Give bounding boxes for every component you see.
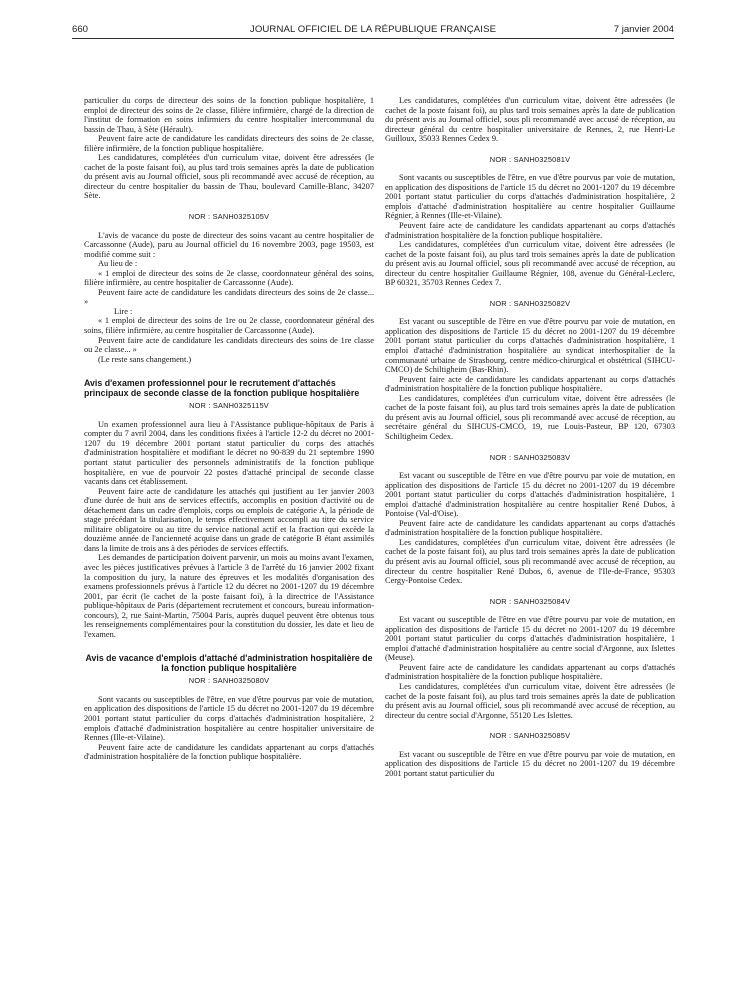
- paragraph: Les candidatures, complétées d'un curriculum vitae, doivent être adressées (le cachet de la poste faisant foi), au plus tard trois semaines après la date de publication du présent avis au Journal officiel, sous pli recommandé avec accusé de réception, au directeur général du centre hospitalier universitaire de Rennes, 2, rue Henri-Le Guilloux, 35033 Rennes Cedex 9.: [385, 96, 675, 144]
- paragraph: Peuvent faire acte de candidature les attachés qui justifient au 1er janvier 2003 d'une durée de huit ans de services effectifs, accomplis en position d'activité ou de détachement dans un cadre d'emplois, corps ou emplois de catégorie A, la période de stage précédant la titularisation, le temps effectivement accompli au titre du service militaire obligatoire ou au titre du service national actif et la fraction qui excède la douzième année de l'ancienneté acquise dans un grade de catégorie B étant assimilés dans la limite de trois ans à des périodes de services effectifs.: [84, 486, 374, 553]
- paragraph: Peuvent faire acte de candidature les candidats directeurs des soins de 1re classe ou 2e classe... »: [84, 335, 374, 355]
- issue-date: 7 janvier 2004: [613, 24, 674, 35]
- nor-reference: NOR : SANH0325081V: [489, 154, 571, 164]
- paragraph: Sont vacants ou susceptibles de l'être, en vue d'être pourvus par voie de mutation, en application des dispositions de l'article 15 du décret no 2001-1207 du 19 décembre 2001 portant statut particulier du corps d'attachés d'administration hospitalière, 2 emplois d'attaché d'administration hospitalière au centre hospitalier Guillaume Régnier, à Rennes (Ille-et-Vilaine).: [385, 173, 675, 221]
- nor-reference: NOR : SANH0325105V: [188, 212, 270, 222]
- nor-reference: NOR : SANH0325084V: [489, 596, 571, 606]
- paragraph: Peuvent faire acte de candidature les candidats directeurs des soins de 2e classe, filière infirmière, de la fonction publique hospitalière.: [84, 134, 374, 153]
- paragraph: Est vacant ou susceptible de l'être en vue d'être pourvu par voie de mutation, en application des dispositions de l'article 15 du décret no 2001-1207 du 19 décembre 2001 portant statut particulier du: [385, 749, 675, 778]
- paragraph: Est vacant ou susceptible de l'être en vue d'être pourvu par voie de mutation, en application des dispositions de l'article 15 du décret no 2001-1207 du 19 décembre 2001 portant statut particulier du corps d'attachés d'administration hospitalière, 1 emploi d'attaché d'administration hospitalière au syndicat interhospitalier de la communauté urbaine de Strasbourg, centre médico-chirurgical et obstétrical (SIHCU-CMCO) de Schiltigheim (Bas-Rhin).: [385, 317, 675, 375]
- left-column: [84, 96, 374, 762]
- paragraph: Les candidatures, complétées d'un curriculum vitae, doivent être adressées (le cachet de la poste faisant foi), au plus tard trois semaines après la date de publication du présent avis au Journal officiel, sous pli recommandé avec accusé de réception, au directeur du centre hospitalier Guillaume Régnier, 108, avenue du Général-Leclerc, BP 60321, 35703 Rennes Cedex 7.: [385, 240, 675, 288]
- paragraph: Les candidatures, complétées d'un curriculum vitae, doivent être adressées (le cachet de la poste faisant foi), au plus tard trois semaines après la date de publication du présent avis au Journal officiel, sous pli recommandé avec accusé de réception, au directeur du centre hospitalier du bassin de Thau, boulevard Camille-Blanc, 34207 Sète.: [84, 153, 374, 201]
- paragraph: « 1 emploi de directeur des soins de 2e classe, coordonnateur général des soins, filière infirmière, au centre hospitalier de Carcassonne (Aude).: [84, 268, 374, 288]
- paragraph: Peuvent faire acte de candidature les candidats appartenant au corps d'attachés d'administration hospitalière de la fonction publique hospitalière.: [385, 374, 675, 394]
- journal-title: JOURNAL OFFICIEL DE LA RÉPUBLIQUE FRANÇAISE: [249, 24, 497, 35]
- paragraph: Peuvent faire acte de candidature les candidats directeurs des soins de 2e classe... »: [84, 287, 374, 307]
- paragraph: particulier du corps de directeur des soins de la fonction publique hospitalière, 1 emploi de directeur des soins de 2e classe, filière infirmière, chargé de la direction de l'institut de formation en soins infirmiers du centre hospitalier intercommunal du bassin de Thau, à Sète (Hérault).: [84, 96, 374, 134]
- nor-reference: NOR : SANH0325080V: [188, 676, 270, 686]
- paragraph: Les candidatures, complétées d'un curriculum vitae, doivent être adressées (le cachet de la poste faisant foi), au plus tard trois semaines après la date de publication du présent avis au Journal officiel, sous pli recommandé avec accusé de réception, au directeur du centre hospitalier René Dubos, 6, avenue de l'Ile-de-France, 95303 Cergy-Pontoise Cedex.: [385, 537, 675, 586]
- paragraph: Lire :: [114, 306, 133, 316]
- nor-reference: NOR : SANH0325083V: [489, 452, 571, 462]
- running-header: [72, 24, 674, 38]
- nor-reference: NOR : SANH0325085V: [489, 731, 571, 741]
- paragraph: Les candidatures, complétées d'un curriculum vitae, doivent être adressées (le cachet de la poste faisant foi), au plus tard trois semaines après la date de publication du présent avis au Journal officiel, sous pli recommandé avec accusé de réception, au secrétaire général du SIHCUS-CMCO, 19, rue Louis-Pasteur, BP 120, 67303 Schiltigheim Cedex.: [385, 393, 675, 441]
- paragraph: Peuvent faire acte de candidature les candidats appartenant au corps d'attachés d'administration hospitalière de la fonction publique hospitalière.: [385, 662, 675, 682]
- right-column: [385, 96, 675, 778]
- paragraph: « 1 emploi de directeur des soins de 1re ou 2e classe, coordonnateur général des soins, filière infirmière, au centre hospitalier de Carcassonne (Aude).: [84, 316, 374, 336]
- paragraph: Peuvent faire acte de candidature les candidats appartenant au corps d'attachés d'administration hospitalière de la fonction publique hospitalière.: [385, 221, 675, 240]
- paragraph: Peuvent faire acte de candidature les candidats appartenant au corps d'attachés d'administration hospitalière de la fonction publique hospitalière.: [385, 518, 675, 538]
- nor-reference: NOR : SANH0325082V: [489, 298, 571, 308]
- nor-reference: NOR : SANH0325115V: [189, 401, 269, 411]
- section-heading: Avis d'examen professionnel pour le recrutement d'attachés principaux de seconde classe de la fonction publique hospitalière: [84, 378, 360, 399]
- paragraph: Un examen professionnel aura lieu à l'Assistance publique-hôpitaux de Paris à compter du 7 avril 2004, dans les conditions fixées à l'article 12-2 du décret no 2001-1207 du 19 décembre 2001 portant statut particulier du corps des attachés d'administration hospitalière et modifiant le décret no 90-839 du 21 septembre 1990 portant statut particulier des personnels administratifs de la fonction publique hospitalière, en vue de pourvoir 22 postes d'attaché principal de seconde classe vacants dans cet établissement.: [84, 419, 374, 487]
- page-number: 660: [72, 24, 89, 35]
- paragraph: Sont vacants ou susceptibles de l'être, en vue d'être pourvus par voie de mutation, en application des dispositions de l'article 15 du décret no 2001-1207 du 19 décembre 2001 portant statut particulier du corps d'attachés d'administration hospitalière, 2 emplois d'attaché d'administration hospitalière au centre hospitalier universitaire de Rennes (Ille-et-Vilaine).: [84, 694, 374, 743]
- paragraph: Les demandes de participation doivent parvenir, un mois au moins avant l'examen, avec les pièces justificatives prévues à l'article 3 de l'arrêté du 16 janvier 2002 fixant la composition du jury, la nature des épreuves et les modalités d'organisation des examens professionnels prévus à l'article 12 du décret no 2001-1207 du 19 décembre 2001, par écrit (le cachet de la poste faisant foi), à la directrice de l'Assistance publique-hôpitaux de Paris (département recrutement et concours, bureau information-concours), 2, rue Saint-Martin, 75004 Paris, auprès duquel peuvent être obtenus tous les renseignements complémentaires pour la constitution du dossier, les date et lieu de l'examen.: [84, 553, 374, 639]
- paragraph: Au lieu de :: [98, 259, 138, 269]
- paragraph: Est vacant ou susceptible de l'être en vue d'être pourvu par voie de mutation, en application des dispositions de l'article 15 du décret no 2001-1207 du 19 décembre 2001 portant statut particulier du corps d'attachés d'administration hospitalière, 1 emploi d'attaché d'administration hospitalière au centre hospitalier René Dubos, à Pontoise (Val-d'Oise).: [385, 471, 675, 519]
- section-heading: Avis de vacance d'emplois d'attaché d'administration hospitalière de la fonction publique hospitalière: [85, 653, 373, 674]
- paragraph: Peuvent faire acte de candidature les candidats appartenant au corps d'attachés d'administration hospitalière de la fonction publique hospitalière.: [84, 742, 374, 762]
- paragraph: Est vacant ou susceptible de l'être en vue d'être pourvu par voie de mutation, en application des dispositions de l'article 15 du décret no 2001-1207 du 19 décembre 2001 portant statut particulier du corps d'attachés d'administration hospitalière, 1 emploi d'attaché d'administration hospitalière au centre social d'Argonne, aux Islettes (Meuse).: [385, 615, 675, 663]
- paragraph: L'avis de vacance du poste de directeur des soins vacant au centre hospitalier de Carcassonne (Aude), paru au Journal officiel du 16 novembre 2003, page 19503, est modifié comme suit :: [84, 230, 374, 259]
- header-rule: [72, 38, 674, 39]
- paragraph: Les candidatures, complétées d'un curriculum vitae, doivent être adressées (le cachet de la poste faisant foi), au plus tard trois semaines après la date de publication du présent avis au Journal officiel, sous pli recommandé avec accusé de réception, au directeur du centre social d'Argonne, 55120 Les Islettes.: [385, 681, 675, 720]
- paragraph: (Le reste sans changement.): [98, 354, 192, 364]
